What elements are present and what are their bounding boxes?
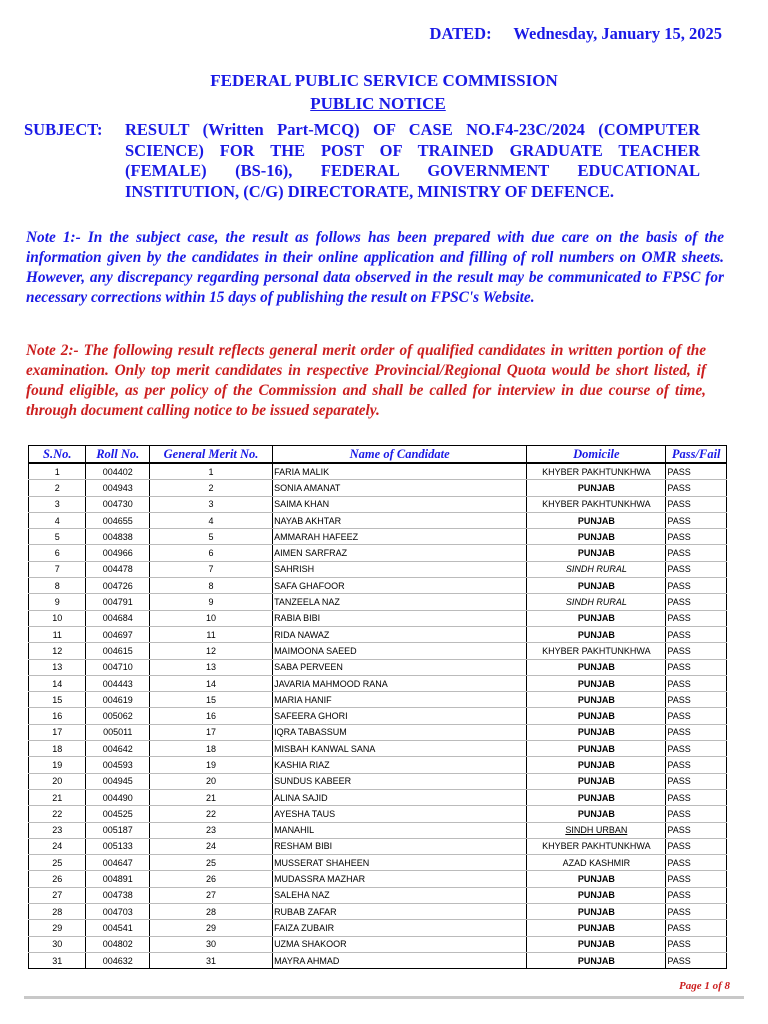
roll-no-cell: 005133 — [86, 838, 150, 854]
status-cell: PASS — [666, 773, 727, 789]
roll-no-cell: 005062 — [86, 708, 150, 724]
sno-cell: 30 — [29, 936, 86, 952]
status-cell: PASS — [666, 578, 727, 594]
table-row — [29, 822, 727, 838]
result-table — [28, 445, 727, 969]
roll-no-cell: 004703 — [86, 904, 150, 920]
name-cell: IQRA TABASSUM — [273, 724, 527, 740]
merit-no-cell: 10 — [150, 610, 273, 626]
sno-cell: 18 — [29, 741, 86, 757]
roll-no-cell: 005187 — [86, 822, 150, 838]
merit-no-cell: 7 — [150, 561, 273, 577]
roll-no-cell: 004402 — [86, 463, 150, 480]
status-cell: PASS — [666, 789, 727, 805]
table-row — [29, 838, 727, 854]
table-row — [29, 512, 727, 528]
name-cell: SAFEERA GHORI — [273, 708, 527, 724]
merit-no-cell: 11 — [150, 626, 273, 642]
table-row — [29, 561, 727, 577]
merit-no-cell: 23 — [150, 822, 273, 838]
sno-cell: 27 — [29, 887, 86, 903]
status-cell: PASS — [666, 708, 727, 724]
date-value: Wednesday, January 15, 2025 — [513, 24, 722, 43]
roll-no-cell: 004791 — [86, 594, 150, 610]
merit-no-cell: 27 — [150, 887, 273, 903]
domicile-cell: PUNJAB — [527, 806, 666, 822]
sno-cell: 3 — [29, 496, 86, 512]
roll-no-cell: 004541 — [86, 920, 150, 936]
table-row — [29, 659, 727, 675]
status-cell: PASS — [666, 952, 727, 968]
sno-cell: 24 — [29, 838, 86, 854]
status-cell: PASS — [666, 610, 727, 626]
status-cell: PASS — [666, 741, 727, 757]
merit-no-cell: 1 — [150, 463, 273, 480]
name-cell: KASHIA RIAZ — [273, 757, 527, 773]
status-cell: PASS — [666, 545, 727, 561]
merit-no-cell: 13 — [150, 659, 273, 675]
status-cell: PASS — [666, 855, 727, 871]
domicile-cell: PUNJAB — [527, 757, 666, 773]
merit-no-cell: 20 — [150, 773, 273, 789]
status-cell: PASS — [666, 675, 727, 691]
table-row — [29, 936, 727, 952]
merit-no-cell: 24 — [150, 838, 273, 854]
domicile-cell: PUNJAB — [527, 610, 666, 626]
status-cell: PASS — [666, 838, 727, 854]
name-cell: FAIZA ZUBAIR — [273, 920, 527, 936]
domicile-cell: PUNJAB — [527, 659, 666, 675]
name-cell: SUNDUS KABEER — [273, 773, 527, 789]
name-cell: RABIA BIBI — [273, 610, 527, 626]
sno-cell: 5 — [29, 529, 86, 545]
table-row — [29, 887, 727, 903]
note-2: Note 2:- The following result reflects general merit order of qualified candidates in written portion of the examination. Only top merit candidates in respective Provincial/Regional Quota would be short listed, if found eligible, as per policy of the Commission and shall be called for interview in due course of time, through document calling notice to be issued separately. — [26, 342, 706, 419]
domicile-cell: KHYBER PAKHTUNKHWA — [527, 496, 666, 512]
merit-no-cell: 5 — [150, 529, 273, 545]
col-merit-no: General Merit No. — [150, 446, 273, 464]
merit-no-cell: 31 — [150, 952, 273, 968]
name-cell: MANAHIL — [273, 822, 527, 838]
merit-no-cell: 2 — [150, 480, 273, 496]
status-cell: PASS — [666, 463, 727, 480]
domicile-cell: KHYBER PAKHTUNKHWA — [527, 643, 666, 659]
roll-no-cell: 004730 — [86, 496, 150, 512]
sno-cell: 26 — [29, 871, 86, 887]
roll-no-cell: 004478 — [86, 561, 150, 577]
sno-cell: 16 — [29, 708, 86, 724]
sno-cell: 29 — [29, 920, 86, 936]
status-cell: PASS — [666, 936, 727, 952]
col-domicile: Domicile — [527, 446, 666, 464]
name-cell: RUBAB ZAFAR — [273, 904, 527, 920]
domicile-cell: PUNJAB — [527, 545, 666, 561]
sno-cell: 13 — [29, 659, 86, 675]
status-cell: PASS — [666, 724, 727, 740]
roll-no-cell: 004684 — [86, 610, 150, 626]
roll-no-cell: 004710 — [86, 659, 150, 675]
roll-no-cell: 004642 — [86, 741, 150, 757]
domicile-cell: KHYBER PAKHTUNKHWA — [527, 463, 666, 480]
page-number: Page 1 of 8 — [678, 980, 730, 992]
name-cell: MUSSERAT SHAHEEN — [273, 855, 527, 871]
table-row — [29, 480, 727, 496]
status-cell: PASS — [666, 626, 727, 642]
name-cell: RIDA NAWAZ — [273, 626, 527, 642]
note-1: Note 1:- In the subject case, the result as follows has been prepared with due care on the basis of the information given by the candidates in their online application and filling of roll numbers on OMR sheets. However, any discrepancy regarding personal data observed in the result may be communicated to FPSC for necessary corrections within 15 days of publishing the result on FPSC's Website. — [26, 229, 724, 306]
sno-cell: 6 — [29, 545, 86, 561]
name-cell: MAYRA AHMAD — [273, 952, 527, 968]
name-cell: SONIA AMANAT — [273, 480, 527, 496]
sno-cell: 2 — [29, 480, 86, 496]
status-cell: PASS — [666, 822, 727, 838]
footer-divider — [24, 996, 744, 999]
name-cell: UZMA SHAKOOR — [273, 936, 527, 952]
sno-cell: 1 — [29, 463, 86, 480]
roll-no-cell: 004802 — [86, 936, 150, 952]
sno-cell: 14 — [29, 675, 86, 691]
sno-cell: 7 — [29, 561, 86, 577]
domicile-cell: PUNJAB — [527, 480, 666, 496]
merit-no-cell: 29 — [150, 920, 273, 936]
roll-no-cell: 004490 — [86, 789, 150, 805]
sno-cell: 22 — [29, 806, 86, 822]
name-cell: SABA PERVEEN — [273, 659, 527, 675]
domicile-cell: PUNJAB — [527, 626, 666, 642]
merit-no-cell: 15 — [150, 692, 273, 708]
domicile-cell: PUNJAB — [527, 708, 666, 724]
domicile-cell: PUNJAB — [527, 675, 666, 691]
domicile-cell: PUNJAB — [527, 529, 666, 545]
table-row — [29, 578, 727, 594]
merit-no-cell: 16 — [150, 708, 273, 724]
roll-no-cell: 004697 — [86, 626, 150, 642]
roll-no-cell: 004891 — [86, 871, 150, 887]
merit-no-cell: 14 — [150, 675, 273, 691]
merit-no-cell: 19 — [150, 757, 273, 773]
merit-no-cell: 12 — [150, 643, 273, 659]
col-pass-fail: Pass/Fail — [666, 446, 727, 464]
status-cell: PASS — [666, 594, 727, 610]
name-cell: NAYAB AKHTAR — [273, 512, 527, 528]
roll-no-cell: 004443 — [86, 675, 150, 691]
domicile-cell: PUNJAB — [527, 789, 666, 805]
merit-no-cell: 6 — [150, 545, 273, 561]
table-row — [29, 871, 727, 887]
domicile-cell: PUNJAB — [527, 936, 666, 952]
merit-no-cell: 3 — [150, 496, 273, 512]
table-row — [29, 610, 727, 626]
merit-no-cell: 9 — [150, 594, 273, 610]
sno-cell: 25 — [29, 855, 86, 871]
sno-cell: 28 — [29, 904, 86, 920]
merit-no-cell: 21 — [150, 789, 273, 805]
subject-block — [24, 120, 700, 202]
domicile-cell: PUNJAB — [527, 887, 666, 903]
domicile-cell: PUNJAB — [527, 920, 666, 936]
table-row — [29, 496, 727, 512]
status-cell: PASS — [666, 496, 727, 512]
domicile-cell: PUNJAB — [527, 724, 666, 740]
notice-date — [430, 24, 722, 44]
roll-no-cell: 004943 — [86, 480, 150, 496]
sno-cell: 17 — [29, 724, 86, 740]
name-cell: AYESHA TAUS — [273, 806, 527, 822]
col-roll-no: Roll No. — [86, 446, 150, 464]
name-cell: MISBAH KANWAL SANA — [273, 741, 527, 757]
table-row — [29, 806, 727, 822]
merit-no-cell: 17 — [150, 724, 273, 740]
sno-cell: 23 — [29, 822, 86, 838]
roll-no-cell: 004945 — [86, 773, 150, 789]
col-sno: S.No. — [29, 446, 86, 464]
sno-cell: 31 — [29, 952, 86, 968]
merit-no-cell: 28 — [150, 904, 273, 920]
sno-cell: 9 — [29, 594, 86, 610]
name-cell: SAHRISH — [273, 561, 527, 577]
status-cell: PASS — [666, 659, 727, 675]
status-cell: PASS — [666, 643, 727, 659]
domicile-cell: KHYBER PAKHTUNKHWA — [527, 838, 666, 854]
status-cell: PASS — [666, 887, 727, 903]
roll-no-cell: 004525 — [86, 806, 150, 822]
status-cell: PASS — [666, 806, 727, 822]
merit-no-cell: 25 — [150, 855, 273, 871]
status-cell: PASS — [666, 920, 727, 936]
name-cell: AMMARAH HAFEEZ — [273, 529, 527, 545]
name-cell: RESHAM BIBI — [273, 838, 527, 854]
table-row — [29, 675, 727, 691]
sno-cell: 10 — [29, 610, 86, 626]
table-row — [29, 757, 727, 773]
table-body — [29, 463, 727, 969]
table-row — [29, 643, 727, 659]
status-cell: PASS — [666, 871, 727, 887]
dated-label: DATED: — [429, 24, 492, 43]
table-row — [29, 952, 727, 968]
roll-no-cell: 004726 — [86, 578, 150, 594]
table-row — [29, 692, 727, 708]
name-cell: MAIMOONA SAEED — [273, 643, 527, 659]
name-cell: ALINA SAJID — [273, 789, 527, 805]
name-cell: SAIMA KHAN — [273, 496, 527, 512]
status-cell: PASS — [666, 757, 727, 773]
domicile-cell: SINDH URBAN — [527, 822, 666, 838]
table-row — [29, 529, 727, 545]
domicile-cell: PUNJAB — [527, 904, 666, 920]
domicile-cell: PUNJAB — [527, 692, 666, 708]
col-name: Name of Candidate — [273, 446, 527, 464]
sno-cell: 12 — [29, 643, 86, 659]
domicile-cell: PUNJAB — [527, 773, 666, 789]
roll-no-cell: 004632 — [86, 952, 150, 968]
table-row — [29, 855, 727, 871]
domicile-cell: AZAD KASHMIR — [527, 855, 666, 871]
table-row — [29, 463, 727, 480]
table-row — [29, 789, 727, 805]
merit-no-cell: 4 — [150, 512, 273, 528]
table-row — [29, 594, 727, 610]
merit-no-cell: 26 — [150, 871, 273, 887]
name-cell: MUDASSRA MAZHAR — [273, 871, 527, 887]
sno-cell: 20 — [29, 773, 86, 789]
domicile-cell: PUNJAB — [527, 952, 666, 968]
table-row — [29, 708, 727, 724]
roll-no-cell: 004655 — [86, 512, 150, 528]
sno-cell: 8 — [29, 578, 86, 594]
sno-cell: 19 — [29, 757, 86, 773]
domicile-cell: PUNJAB — [527, 512, 666, 528]
name-cell: SAFA GHAFOOR — [273, 578, 527, 594]
sno-cell: 11 — [29, 626, 86, 642]
status-cell: PASS — [666, 480, 727, 496]
status-cell: PASS — [666, 529, 727, 545]
merit-no-cell: 22 — [150, 806, 273, 822]
subject-label: SUBJECT: — [24, 120, 103, 139]
table-header-row — [29, 446, 727, 464]
roll-no-cell: 004838 — [86, 529, 150, 545]
status-cell: PASS — [666, 904, 727, 920]
table-row — [29, 904, 727, 920]
status-cell: PASS — [666, 692, 727, 708]
name-cell: AIMEN SARFRAZ — [273, 545, 527, 561]
roll-no-cell: 004619 — [86, 692, 150, 708]
domicile-cell: PUNJAB — [527, 741, 666, 757]
domicile-cell: PUNJAB — [527, 578, 666, 594]
roll-no-cell: 005011 — [86, 724, 150, 740]
subject-text: RESULT (Written Part-MCQ) OF CASE NO.F4-23C/2024 (COMPUTER SCIENCE) FOR THE POST OF TRAINED GRADUATE TEACHER (FEMALE) (BS-16), FEDERAL GOVERNMENT EDUCATIONAL INSTITUTION, (C/G) DIRECTORATE, MINISTRY OF DEFENCE. — [125, 120, 700, 201]
roll-no-cell: 004593 — [86, 757, 150, 773]
sno-cell: 4 — [29, 512, 86, 528]
merit-no-cell: 18 — [150, 741, 273, 757]
name-cell: TANZEELA NAZ — [273, 594, 527, 610]
status-cell: PASS — [666, 512, 727, 528]
table-row — [29, 626, 727, 642]
table-row — [29, 545, 727, 561]
sno-cell: 15 — [29, 692, 86, 708]
table-row — [29, 724, 727, 740]
sno-cell: 21 — [29, 789, 86, 805]
merit-no-cell: 30 — [150, 936, 273, 952]
domicile-cell: SINDH RURAL — [527, 561, 666, 577]
table-row — [29, 741, 727, 757]
roll-no-cell: 004647 — [86, 855, 150, 871]
domicile-cell: PUNJAB — [527, 871, 666, 887]
table-row — [29, 773, 727, 789]
roll-no-cell: 004615 — [86, 643, 150, 659]
name-cell: MARIA HANIF — [273, 692, 527, 708]
commission-title: FEDERAL PUBLIC SERVICE COMMISSION — [210, 71, 558, 90]
name-cell: FARIA MALIK — [273, 463, 527, 480]
name-cell: JAVARIA MAHMOOD RANA — [273, 675, 527, 691]
table-row — [29, 920, 727, 936]
merit-no-cell: 8 — [150, 578, 273, 594]
roll-no-cell: 004966 — [86, 545, 150, 561]
domicile-cell: SINDH RURAL — [527, 594, 666, 610]
name-cell: SALEHA NAZ — [273, 887, 527, 903]
public-notice-title: PUBLIC NOTICE — [310, 94, 446, 113]
roll-no-cell: 004738 — [86, 887, 150, 903]
status-cell: PASS — [666, 561, 727, 577]
